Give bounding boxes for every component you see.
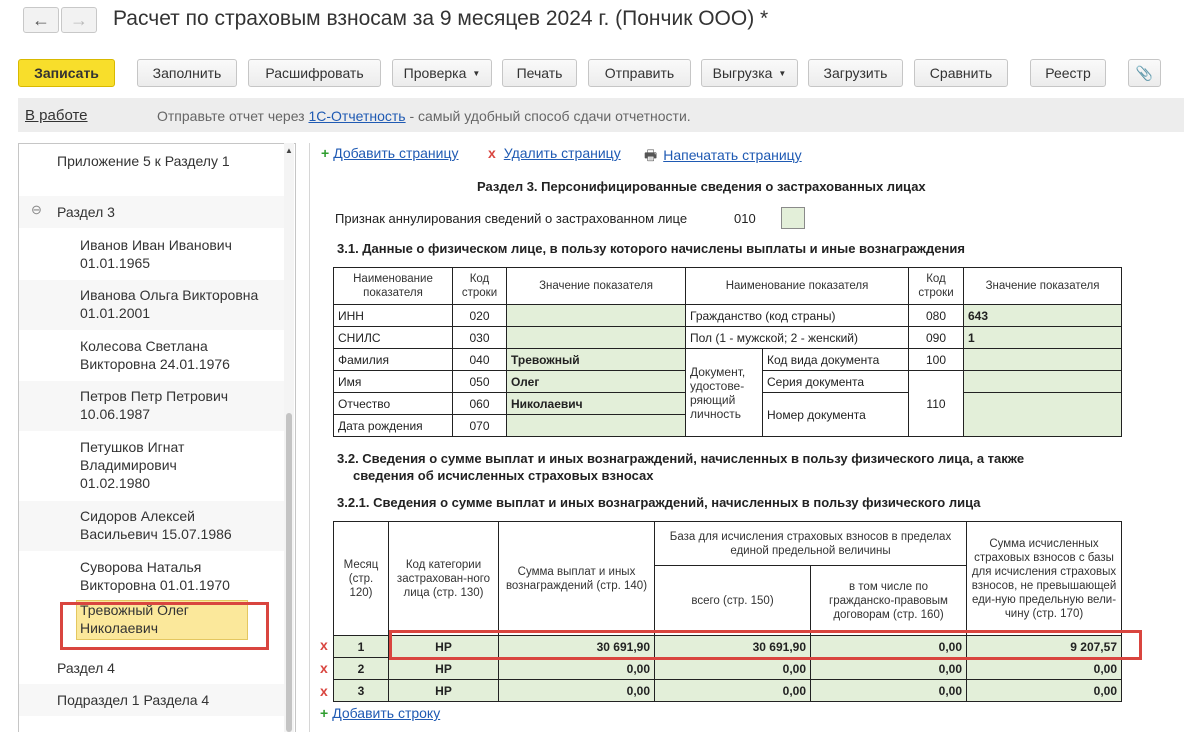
- export-button-label: Выгрузка: [712, 65, 773, 81]
- add-row-link[interactable]: Добавить строку: [332, 705, 441, 721]
- decode-button[interactable]: Расшифровать: [248, 59, 381, 87]
- status-message: [157, 108, 691, 124]
- category-cell[interactable]: НР: [389, 636, 499, 658]
- doc-kind-field[interactable]: [964, 349, 1122, 371]
- field-code: 060: [453, 393, 507, 415]
- citizenship-field[interactable]: 643: [964, 305, 1122, 327]
- tree-scrollbar[interactable]: [284, 143, 294, 732]
- col-header: Наименование показателя: [686, 268, 909, 305]
- sum-cell[interactable]: 0,00: [499, 680, 655, 702]
- birth-date-field[interactable]: [507, 415, 686, 437]
- gender-field[interactable]: 1: [964, 327, 1122, 349]
- person-data-table: [333, 267, 1122, 437]
- print-button[interactable]: Печать: [502, 59, 577, 87]
- field-label: Отчество: [334, 393, 453, 415]
- status-message-tail: - самый удобный способ сдачи отчетности.: [405, 108, 691, 124]
- field-code: 090: [909, 327, 964, 349]
- back-button[interactable]: [23, 7, 59, 33]
- attach-button[interactable]: [1128, 59, 1161, 87]
- field-label: Имя: [334, 371, 453, 393]
- registry-button[interactable]: Реестр: [1030, 59, 1106, 87]
- check-dropdown-button[interactable]: [392, 59, 492, 87]
- annul-code: 010: [734, 211, 756, 226]
- arrow-left-icon: ←: [32, 9, 50, 30]
- col-header: Значение показателя: [964, 268, 1122, 305]
- tree-item-label: Раздел 4: [57, 660, 115, 676]
- window-title: Расчет по страховым взносам за 9 месяцев 2024 г. (Пончик ООО) *: [113, 7, 769, 30]
- col-header-sum: Сумма выплат и иных вознаграждений (стр. 140): [499, 522, 655, 636]
- field-label: Код вида документа: [763, 349, 909, 371]
- tree-item-section3[interactable]: [19, 196, 284, 228]
- month-cell[interactable]: 2: [334, 658, 389, 680]
- field-code: 040: [453, 349, 507, 371]
- doc-number-field[interactable]: [964, 393, 1122, 437]
- patronymic-field[interactable]: Николаевич: [507, 393, 686, 415]
- snils-field[interactable]: [507, 327, 686, 349]
- delete-row-icon[interactable]: x: [320, 660, 328, 676]
- scroll-up-icon[interactable]: ▲: [285, 146, 293, 155]
- field-code: 080: [909, 305, 964, 327]
- table-row: [334, 658, 1122, 680]
- add-page-link[interactable]: Добавить страницу: [333, 145, 459, 161]
- arrow-right-icon: →: [70, 9, 88, 30]
- civil-cell[interactable]: 0,00: [811, 658, 967, 680]
- civil-cell[interactable]: 0,00: [811, 636, 967, 658]
- tree-item-section4[interactable]: [19, 659, 284, 679]
- surname-field[interactable]: Тревожный: [507, 349, 686, 371]
- category-cell[interactable]: НР: [389, 680, 499, 702]
- add-page-action[interactable]: [321, 145, 459, 161]
- inn-field[interactable]: [507, 305, 686, 327]
- tree-item-person[interactable]: [19, 337, 284, 373]
- month-cell[interactable]: 3: [334, 680, 389, 702]
- delete-row-icon[interactable]: x: [320, 637, 328, 653]
- save-button[interactable]: Записать: [18, 59, 115, 87]
- status-state-link[interactable]: В работе: [25, 107, 88, 124]
- field-label: ИНН: [334, 305, 453, 327]
- paperclip-icon: 📎: [1135, 64, 1154, 81]
- col-header-category: Код категории застрахован-ного лица (стр. 130): [389, 522, 499, 636]
- col-header: Значение показателя: [507, 268, 686, 305]
- section-3-1-title: 3.1. Данные о физическом лице, в пользу которого начислены выплаты и иные вознаграждения: [337, 241, 965, 256]
- field-label: Фамилия: [334, 349, 453, 371]
- add-row-action[interactable]: [320, 705, 440, 721]
- field-label: Гражданство (код страны): [686, 305, 909, 327]
- col-header: Наименование показателя: [334, 268, 453, 305]
- forward-button[interactable]: [61, 7, 97, 33]
- tree-item-label: Приложение 5 к Разделу 1: [57, 153, 230, 169]
- load-button[interactable]: Загрузить: [808, 59, 903, 87]
- annul-label: Признак аннулирования сведений о застрахованном лице: [335, 211, 688, 226]
- tree-item-person[interactable]: [19, 438, 284, 492]
- highlight-selected-person: [60, 602, 269, 650]
- compare-button[interactable]: Сравнить: [914, 59, 1008, 87]
- contrib-cell[interactable]: 0,00: [967, 680, 1122, 702]
- print-page-action[interactable]: [644, 145, 802, 169]
- delete-row-icon[interactable]: x: [320, 683, 328, 699]
- field-code: 100: [909, 349, 964, 371]
- tree-item-label: Раздел 3: [57, 204, 115, 220]
- tree-item-label: Тревожный Олег Николаевич: [76, 600, 248, 640]
- tree-item-label: Иванова Ольга Викторовна 01.01.2001: [80, 287, 259, 321]
- printer-icon: 🖶: [644, 147, 658, 163]
- field-code: 020: [453, 305, 507, 327]
- section-3-2-title-cont: сведения об исчисленных страховых взносах: [353, 468, 654, 483]
- tree-item-label: Колесова Светлана Викторовна 24.01.1976: [80, 338, 230, 372]
- field-code: 030: [453, 327, 507, 349]
- section-3-2-1-title: 3.2.1. Сведения о сумме выплат и иных вознаграждений, начисленных в пользу физического лица: [337, 495, 981, 510]
- field-code: 110: [909, 371, 964, 437]
- col-header-contrib: Сумма исчисленных страховых взносов с базы для исчисления страховых взносов, не превышающей еди-ную предельную вели-чину (стр. 170): [967, 522, 1122, 636]
- col-header: Код строки: [453, 268, 507, 305]
- col-header-month: Месяц (стр. 120): [334, 522, 389, 636]
- month-cell[interactable]: 1: [334, 636, 389, 658]
- plus-icon: +: [321, 145, 330, 161]
- tree-item-person[interactable]: [19, 381, 284, 431]
- delete-page-link[interactable]: Удалить страницу: [503, 145, 621, 161]
- title-bar: [0, 0, 1184, 46]
- fill-button[interactable]: Заполнить: [137, 59, 237, 87]
- status-bar: [18, 98, 1184, 132]
- tree-item-label: Иванов Иван Иванович 01.01.1965: [80, 237, 232, 271]
- section-3-title: Раздел 3. Персонифицированные сведения о застрахованных лицах: [477, 179, 926, 194]
- col-header-civil: в том числе по гражданско-правовым договорам (стр. 160): [811, 566, 967, 636]
- civil-cell[interactable]: 0,00: [811, 680, 967, 702]
- collapse-icon[interactable]: ⊖: [31, 202, 42, 217]
- field-code: 070: [453, 415, 507, 437]
- table-row: [334, 680, 1122, 702]
- send-button[interactable]: Отправить: [588, 59, 691, 87]
- delete-page-action[interactable]: [488, 145, 621, 161]
- tree-item-person[interactable]: [19, 236, 284, 272]
- plus-icon: +: [320, 705, 329, 721]
- chevron-down-icon: ▼: [472, 68, 481, 78]
- col-header: Код строки: [909, 268, 964, 305]
- sum-cell[interactable]: 0,00: [499, 658, 655, 680]
- toolbar: [0, 56, 1184, 92]
- contrib-cell[interactable]: 0,00: [967, 658, 1122, 680]
- 1c-reporting-link[interactable]: 1С-Отчетность: [308, 108, 406, 124]
- doc-series-field[interactable]: [964, 371, 1122, 393]
- tree-item-person[interactable]: [19, 558, 284, 594]
- chevron-down-icon: ▼: [778, 68, 787, 78]
- total-cell[interactable]: 0,00: [655, 680, 811, 702]
- tree-item-subsection1-section4[interactable]: [19, 684, 284, 716]
- contrib-cell[interactable]: 9 207,57: [967, 636, 1122, 658]
- tree-item-label: Суворова Наталья Викторовна 01.01.1970: [80, 559, 230, 593]
- highlight-month-1-row: [389, 630, 1142, 660]
- status-message-text: Отправьте отчет через: [157, 108, 309, 124]
- annul-sign-field[interactable]: [781, 207, 805, 229]
- tree-item-label: Подраздел 1 Раздела 4: [57, 692, 210, 708]
- tree-item-appendix5[interactable]: [19, 152, 284, 172]
- payments-table: [333, 521, 1122, 702]
- field-label: СНИЛС: [334, 327, 453, 349]
- col-header-base: База для исчисления страховых взносов в пределах единой предельной величины: [655, 522, 967, 566]
- scroll-thumb[interactable]: [286, 413, 292, 732]
- field-code: 050: [453, 371, 507, 393]
- col-header-total: всего (стр. 150): [655, 566, 811, 636]
- field-label: Номер документа: [763, 393, 909, 437]
- tree-item-label: Сидоров Алексей Васильевич 15.07.1986: [80, 508, 232, 542]
- print-page-link[interactable]: Напечатать страницу: [663, 147, 802, 163]
- export-dropdown-button[interactable]: [701, 59, 798, 87]
- delete-icon: x: [488, 145, 496, 161]
- field-label: Дата рождения: [334, 415, 453, 437]
- section-3-2-title: 3.2. Сведения о сумме выплат и иных вознаграждений, начисленных в пользу физического лица, а также: [337, 451, 1025, 466]
- check-button-label: Проверка: [403, 65, 467, 81]
- field-label: Серия документа: [763, 371, 909, 393]
- field-label: Пол (1 - мужской; 2 - женский): [686, 327, 909, 349]
- tree-item-person[interactable]: [19, 501, 284, 551]
- tree-item-label: Петров Петр Петрович 10.06.1987: [80, 388, 229, 422]
- tree-item-label: Петушков Игнат Владимирович 01.02.1980: [80, 439, 185, 491]
- tree-item-person[interactable]: [19, 280, 284, 330]
- total-cell[interactable]: 30 691,90: [655, 636, 811, 658]
- sum-cell[interactable]: 30 691,90: [499, 636, 655, 658]
- first-name-field[interactable]: Олег: [507, 371, 686, 393]
- category-cell[interactable]: НР: [389, 658, 499, 680]
- total-cell[interactable]: 0,00: [655, 658, 811, 680]
- doc-label: Документ, удостове-ряющий личность: [686, 349, 763, 437]
